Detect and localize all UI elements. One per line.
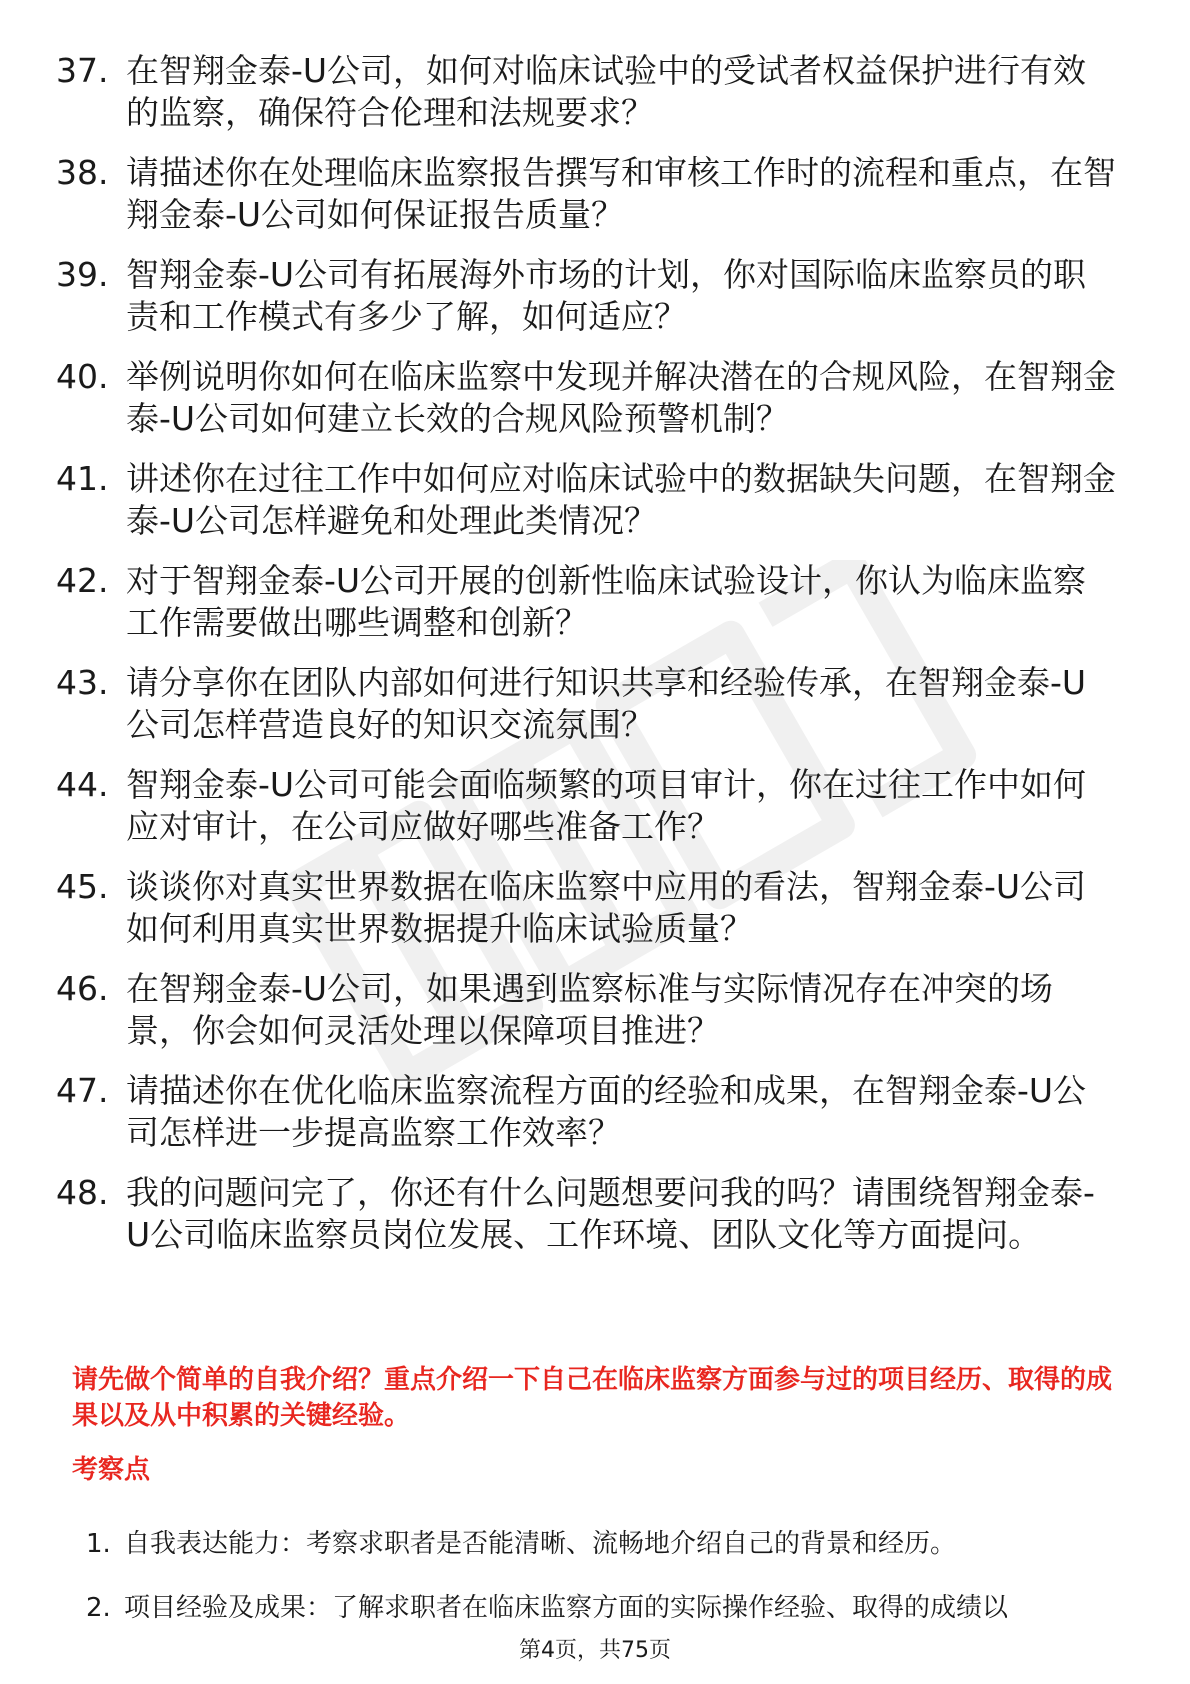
- question-item: [56, 662, 1116, 746]
- question-text: 谈谈你对真实世界数据在临床监察中应用的看法，智翔金泰-U公司如何利用真实世界数据提升临床试验质量？: [126, 867, 1087, 948]
- question-text: 智翔金泰-U公司有拓展海外市场的计划，你对国际临床监察员的职责和工作模式有多少了解，如何适应？: [126, 255, 1087, 336]
- question-item: [56, 968, 1116, 1052]
- question-text: 请描述你在优化临床监察流程方面的经验和成果，在智翔金泰-U公司怎样进一步提高监察工作效率？: [126, 1071, 1087, 1152]
- question-number: 45.: [56, 867, 109, 906]
- question-number: 40.: [56, 357, 109, 396]
- question-number: 44.: [56, 765, 109, 804]
- question-text: 请描述你在处理临床监察报告撰写和审核工作时的流程和重点，在智翔金泰-U公司如何保证报告质量？: [126, 153, 1116, 234]
- question-item: [56, 560, 1116, 644]
- question-text: 请分享你在团队内部如何进行知识共享和经验传承，在智翔金泰-U公司怎样营造良好的知识交流氛围？: [126, 663, 1087, 744]
- question-item: [56, 254, 1116, 338]
- question-text: 在智翔金泰-U公司，如果遇到监察标准与实际情况存在冲突的场景，你会如何灵活处理以保障项目推进？: [126, 969, 1054, 1050]
- list-item-number: 2.: [86, 1593, 111, 1623]
- question-item: [56, 1172, 1116, 1256]
- question-item: [56, 458, 1116, 542]
- list-item-text: 自我表达能力：考察求职者是否能清晰、流畅地介绍自己的背景和经历。: [124, 1529, 957, 1559]
- question-item: [56, 764, 1116, 848]
- question-text: 举例说明你如何在临床监察中发现并解决潜在的合规风险，在智翔金泰-U公司如何建立长效的合规风险预警机制？: [126, 357, 1116, 438]
- question-number: 38.: [56, 153, 109, 192]
- question-number: 37.: [56, 51, 109, 90]
- section-title: 考察点: [72, 1455, 151, 1485]
- question-item: [56, 1070, 1116, 1154]
- question-item: [56, 866, 1116, 950]
- assessment-points-list: [86, 1526, 1126, 1654]
- question-text: 讲述你在过往工作中如何应对临床试验中的数据缺失问题，在智翔金泰-U公司怎样避免和处理此类情况？: [126, 459, 1116, 540]
- question-number: 42.: [56, 561, 109, 600]
- list-item: [86, 1526, 1126, 1562]
- list-item: [86, 1590, 1126, 1626]
- question-number: 47.: [56, 1071, 109, 1110]
- question-number: 48.: [56, 1173, 109, 1212]
- question-item: [56, 50, 1116, 134]
- question-number: 41.: [56, 459, 109, 498]
- question-number: 39.: [56, 255, 109, 294]
- question-text: 我的问题问完了，你还有什么问题想要问我的吗？请围绕智翔金泰-U公司临床监察员岗位发展、工作环境、团队文化等方面提问。: [126, 1173, 1095, 1254]
- highlighted-question: 请先做个简单的自我介绍？重点介绍一下自己在临床监察方面参与过的项目经历、取得的成果以及从中积累的关键经验。: [72, 1365, 1113, 1431]
- question-number: 46.: [56, 969, 109, 1008]
- question-item: [56, 152, 1116, 236]
- list-item-text: 项目经验及成果：了解求职者在临床监察方面的实际操作经验、取得的成绩以: [124, 1593, 1009, 1623]
- question-item: [56, 356, 1116, 440]
- question-text: 智翔金泰-U公司可能会面临频繁的项目审计，你在过往工作中如何应对审计，在公司应做好哪些准备工作？: [126, 765, 1087, 846]
- question-text: 在智翔金泰-U公司，如何对临床试验中的受试者权益保护进行有效的监察，确保符合伦理和法规要求？: [126, 51, 1087, 132]
- question-text: 对于智翔金泰-U公司开展的创新性临床试验设计，你认为临床监察工作需要做出哪些调整和创新？: [126, 561, 1087, 642]
- question-list: [56, 50, 1116, 1274]
- page-footer: 第4页，共75页: [519, 1638, 671, 1663]
- list-item-number: 1.: [86, 1529, 111, 1559]
- question-number: 43.: [56, 663, 109, 702]
